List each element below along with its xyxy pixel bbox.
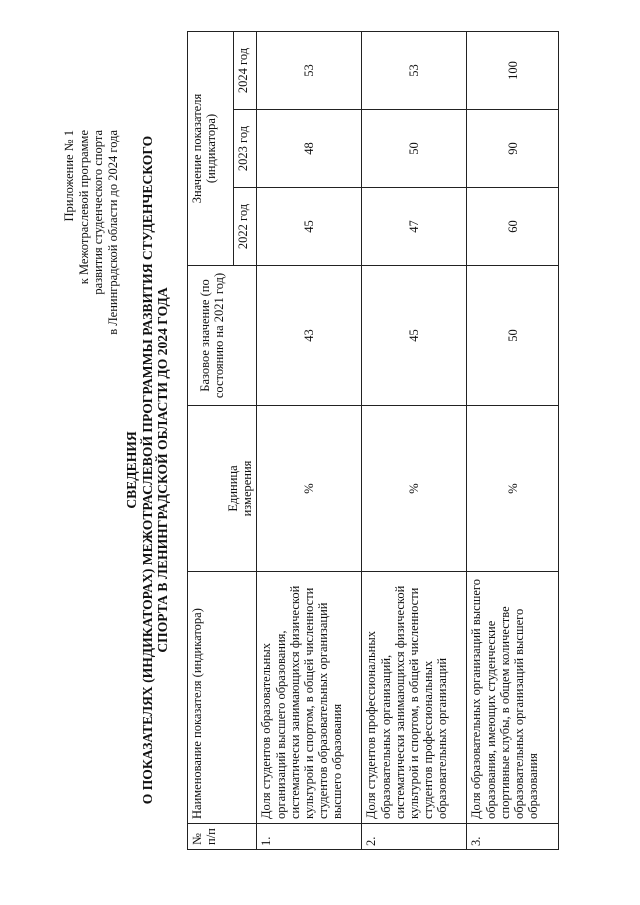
- appendix-note: [62, 130, 120, 430]
- row-value-2024: 100: [467, 31, 559, 109]
- row-num: 1.: [257, 824, 362, 850]
- header-year-2023: 2023 год: [233, 110, 257, 188]
- appendix-line: Приложение № 1: [62, 130, 76, 222]
- appendix-line: в Ленинградской области до 2024 года: [105, 130, 120, 335]
- appendix-line: к Межотраслевой программе: [76, 130, 91, 285]
- row-unit: %: [362, 406, 467, 572]
- header-values: Значение показателя (индикатора): [188, 31, 234, 265]
- header-num: № п/п: [188, 824, 257, 850]
- document-heading: [124, 95, 171, 845]
- row-name: Доля образовательных организаций высшего образования, имеющих студенческие спортивные клубы, в общем количестве образовательных организаций высшего образования: [467, 572, 559, 824]
- indicators-table: [187, 31, 559, 850]
- heading-subtitle-line: СПОРТА В ЛЕНИНГРАДСКОЙ ОБЛАСТИ ДО 2024 ГОДА: [155, 287, 170, 653]
- row-value-2023: 48: [257, 110, 362, 188]
- header-year-2022: 2022 год: [233, 188, 257, 266]
- row-value-2024: 53: [257, 31, 362, 109]
- row-value-2022: 47: [362, 188, 467, 266]
- row-name: Доля студентов профессиональных образовательных организаций, систематически занимающихся физической культурой и спортом, в общей численности студентов профессиональных образовательных организаций: [362, 572, 467, 824]
- row-num: 3.: [467, 824, 559, 850]
- row-value-2023: 50: [362, 110, 467, 188]
- row-value-2024: 53: [362, 31, 467, 109]
- row-value-2022: 45: [257, 188, 362, 266]
- row-base: 45: [362, 266, 467, 406]
- row-name: Доля студентов образовательных организаций высшего образования, систематически занимающихся физической культурой и спортом, в общей численности студентов образовательных организаций высшего образования: [257, 572, 362, 824]
- row-num: 2.: [362, 824, 467, 850]
- row-value-2022: 60: [467, 188, 559, 266]
- table-row: [257, 31, 362, 849]
- row-unit: %: [257, 406, 362, 572]
- header-base: Базовое значение (по состоянию на 2021 год): [188, 266, 257, 406]
- heading-title: СВЕДЕНИЯ: [124, 431, 139, 509]
- row-base: 43: [257, 266, 362, 406]
- heading-subtitle-line: О ПОКАЗАТЕЛЯХ (ИНДИКАТОРАХ) МЕЖОТРАСЛЕВОЙ ПРОГРАММЫ РАЗВИТИЯ СТУДЕНЧЕСКОГО: [139, 135, 155, 805]
- header-year-2024: 2024 год: [233, 31, 257, 109]
- table-row: [362, 31, 467, 849]
- header-unit: Единица измерения: [188, 406, 257, 572]
- table-row: [467, 31, 559, 849]
- row-unit: %: [467, 406, 559, 572]
- row-value-2023: 90: [467, 110, 559, 188]
- appendix-line: развития студенческого спорта: [91, 130, 106, 295]
- row-base: 50: [467, 266, 559, 406]
- header-name: Наименование показателя (индикатора): [188, 572, 257, 824]
